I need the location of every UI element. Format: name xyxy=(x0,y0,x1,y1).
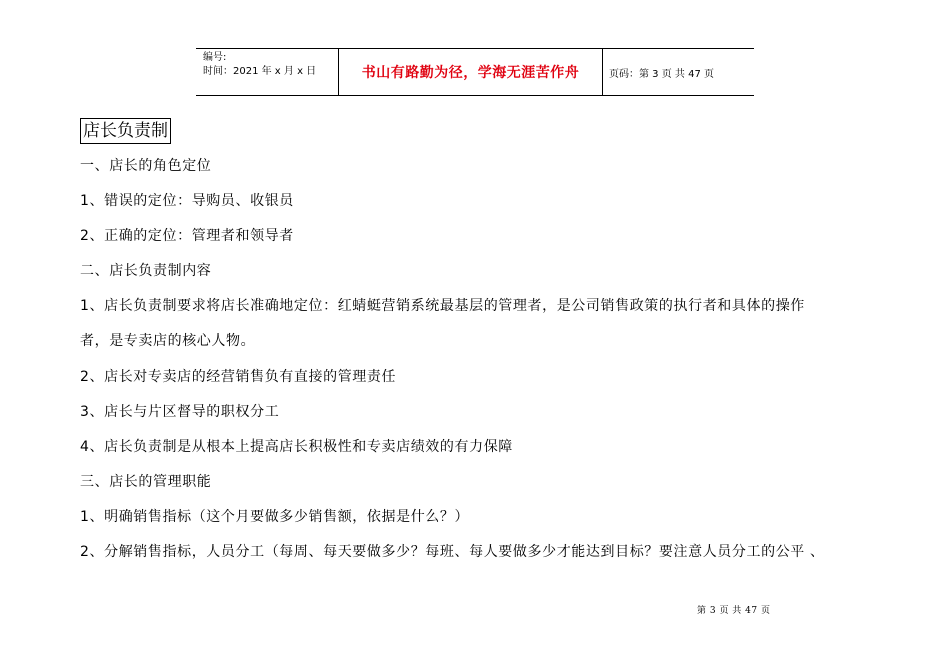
header-motto: 书山有路勤为径，学海无涯苦作舟 xyxy=(338,49,603,95)
section-heading: 三、店长的管理职能 xyxy=(80,474,212,490)
header-meta-cell xyxy=(196,49,338,95)
paragraph-line: 2、店长对专卖店的经营销售负有直接的管理责任 xyxy=(80,369,397,385)
page-title: 店长负责制 xyxy=(80,118,171,144)
section-heading: 二、店长负责制内容 xyxy=(80,263,212,279)
paragraph-line: 2、正确的定位：管理者和领导者 xyxy=(80,228,294,244)
header-page-number: 页码：第 3 页 共 47 页 xyxy=(609,68,714,80)
page-footer: 第 3 页 共 47 页 xyxy=(697,606,771,616)
document-date-label: 时间：2021 年 x 月 x 日 xyxy=(203,66,317,77)
document-number-label: 编号: xyxy=(203,52,227,63)
paragraph-line: 1、错误的定位：导购员、收银员 xyxy=(80,193,294,209)
paragraph-line: 2、分解销售指标，人员分工（每周、每天要做多少？每班、每人要做多少才能达到目标？要注意人员分工的公平 、 xyxy=(80,544,825,560)
paragraph-line: 者，是专卖店的核心人物。 xyxy=(80,333,256,349)
paragraph-line: 1、店长负责制要求将店长准确地定位：红蜻蜓营销系统最基层的管理者，是公司销售政策的执行者和具体的操作 xyxy=(80,298,805,314)
paragraph-line: 4、店长负责制是从根本上提高店长积极性和专卖店绩效的有力保障 xyxy=(80,439,513,455)
document-header xyxy=(196,48,754,96)
paragraph-line: 3、店长与片区督导的职权分工 xyxy=(80,404,280,420)
section-heading: 一、店长的角色定位 xyxy=(80,158,212,174)
paragraph-line: 1、明确销售指标（这个月要做多少销售额，依据是什么？） xyxy=(80,509,470,525)
